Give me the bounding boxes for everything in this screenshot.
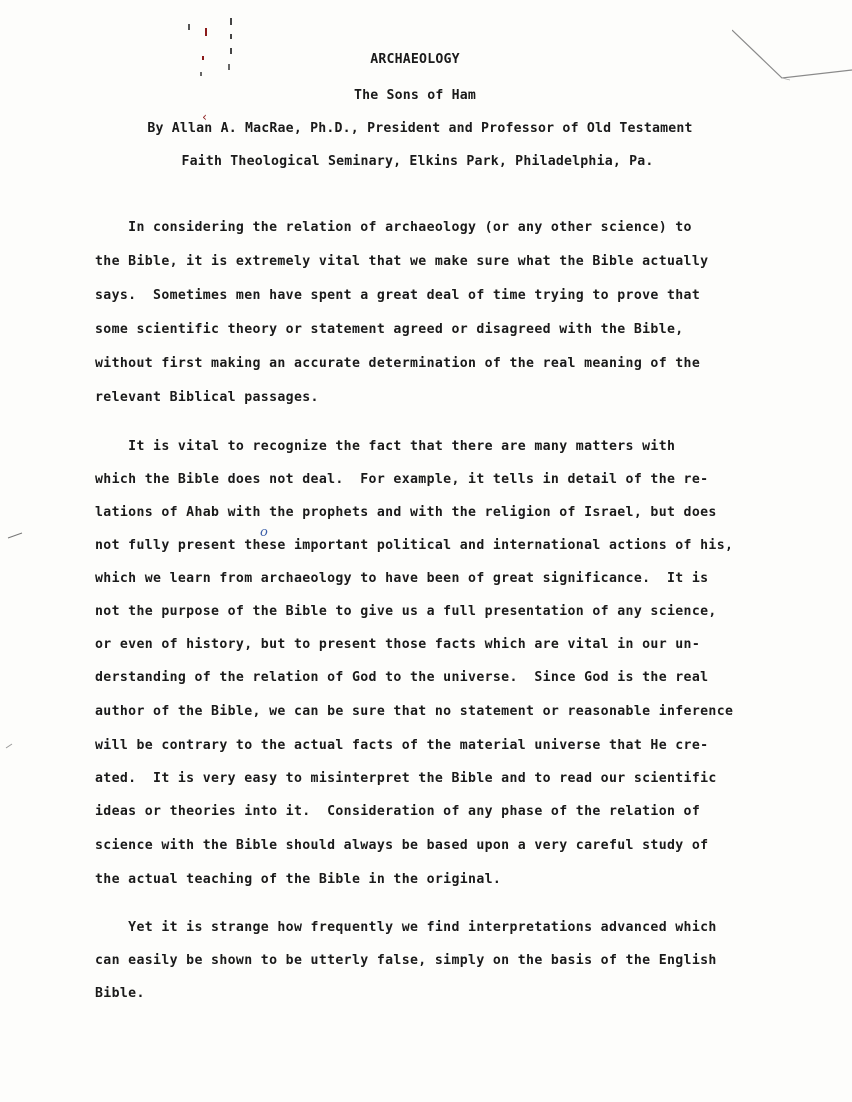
text-line: science with the Bible should always be based upon a very careful study of	[95, 838, 709, 853]
author-affiliation: Faith Theological Seminary, Elkins Park, Philadelphia, Pa.	[181, 154, 654, 169]
handwritten-correction: o	[260, 525, 268, 540]
document-title: ARCHAEOLOGY	[370, 52, 460, 67]
author-byline: By Allan A. MacRae, Ph.D., President and Professor of Old Testament	[147, 121, 693, 136]
text-line: without first making an accurate determination of the real meaning of the	[95, 356, 701, 371]
caret-mark: ‹	[201, 110, 209, 124]
text-line: can easily be shown to be utterly false, simply on the basis of the English	[95, 953, 717, 968]
text-line: not the purpose of the Bible to give us a full presentation of any science,	[95, 604, 717, 619]
text-line: the Bible, it is extremely vital that we make sure what the Bible actually	[95, 254, 709, 269]
text-line: Yet it is strange how frequently we find interpretations advanced which	[95, 920, 717, 935]
text-line: or even of history, but to present those facts which are vital in our un-	[95, 637, 701, 652]
document-subtitle: The Sons of Ham	[353, 88, 477, 103]
text-line: relevant Biblical passages.	[95, 390, 319, 405]
text-line: some scientific theory or statement agreed or disagreed with the Bible,	[95, 322, 684, 337]
text-line: It is vital to recognize the fact that there are many matters with	[95, 439, 676, 454]
text-line: In considering the relation of archaeology (or any other science) to	[95, 220, 692, 235]
text-line: not fully present these important political and international actions of his,	[95, 538, 734, 553]
text-line: the actual teaching of the Bible in the original.	[95, 872, 502, 887]
text-line: ated. It is very easy to misinterpret the Bible and to read our scientific	[95, 771, 717, 786]
text-line: will be contrary to the actual facts of the material universe that He cre-	[95, 738, 709, 753]
margin-tick-mark	[4, 742, 16, 750]
text-line: says. Sometimes men have spent a great deal of time trying to prove that	[95, 288, 701, 303]
text-line: Bible.	[95, 986, 145, 1001]
text-line: ideas or theories into it. Consideration of any phase of the relation of	[95, 804, 701, 819]
margin-tick-mark	[6, 530, 26, 540]
margin-ink-marks	[180, 10, 250, 80]
text-line: derstanding of the relation of God to the universe. Since God is the real	[95, 670, 709, 685]
text-line: which we learn from archaeology to have been of great significance. It is	[95, 571, 709, 586]
text-line: author of the Bible, we can be sure that no statement or reasonable inference	[95, 704, 734, 719]
text-line: lations of Ahab with the prophets and with the religion of Israel, but does	[95, 505, 717, 520]
text-line: which the Bible does not deal. For example, it tells in detail of the re-	[95, 472, 709, 487]
